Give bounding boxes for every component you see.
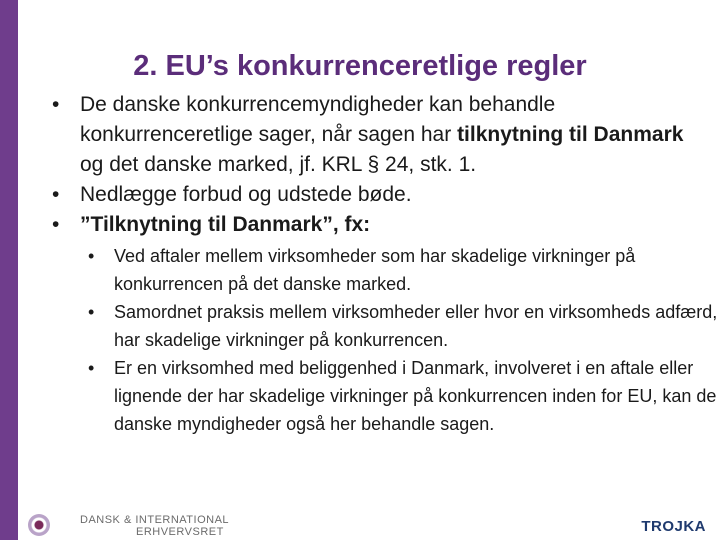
sub-bullet-text-1: Ved aftaler mellem virksomheder som har skadelige virkninger på konkurrencen på det danske marked. xyxy=(114,246,636,294)
bullet-text-3: ”Tilknytning til Danmark”, fx: xyxy=(80,213,371,236)
sub-bullet-marker: • xyxy=(88,358,95,378)
sub-bullet-text-2: Samordnet praksis mellem virksomheder eller hvor en virksomheds adfærd, har skadelige virkninger på konkurrencen. xyxy=(114,302,718,350)
bullet-item-2 xyxy=(52,180,712,210)
bullet-text-1b: og det danske marked, jf. KRL § 24, stk. 1. xyxy=(80,153,477,176)
bullet-marker: • xyxy=(52,183,60,206)
footer-brand-logo: TROJKA xyxy=(641,518,706,535)
bullet-marker: • xyxy=(52,93,60,116)
sub-bullet-marker: • xyxy=(88,302,95,322)
sub-bullet-item-3 xyxy=(88,354,720,438)
footer-org-line1: DANSK & INTERNATIONAL xyxy=(80,514,230,526)
footer-org-line2: ERHVERVSRET xyxy=(136,526,224,538)
sub-bullet-item-1 xyxy=(88,242,720,298)
sub-bullet-item-2 xyxy=(88,298,720,354)
sub-bullet-list xyxy=(88,242,720,438)
bullet-item-1 xyxy=(52,90,712,180)
sub-bullet-marker: • xyxy=(88,246,95,266)
seal-logo-icon xyxy=(28,514,50,536)
footer-organization xyxy=(80,514,229,538)
bullet-text-1a: De danske konkurrencemyndigheder kan behandle konkurrenceretlige sager, når sagen har xyxy=(80,93,556,146)
bullet-text-2: Nedlægge forbud og udstede bøde. xyxy=(80,183,412,206)
bullet-list xyxy=(52,90,718,438)
slide-title: 2. EU’s konkurrenceretlige regler xyxy=(133,50,587,82)
sub-bullet-text-3: Er en virksomhed med beliggenhed i Danmark, involveret i en aftale eller lignende der har skadelige virkninger på konkurrencen inden for EU, kan de danske myndigheder også her behandle sagen. xyxy=(114,358,717,434)
bullet-marker: • xyxy=(52,213,60,236)
bullet-item-3 xyxy=(52,210,718,438)
side-accent-bar xyxy=(0,0,18,540)
bullet-text-1-bold: tilknytning til Danmark xyxy=(457,123,684,146)
